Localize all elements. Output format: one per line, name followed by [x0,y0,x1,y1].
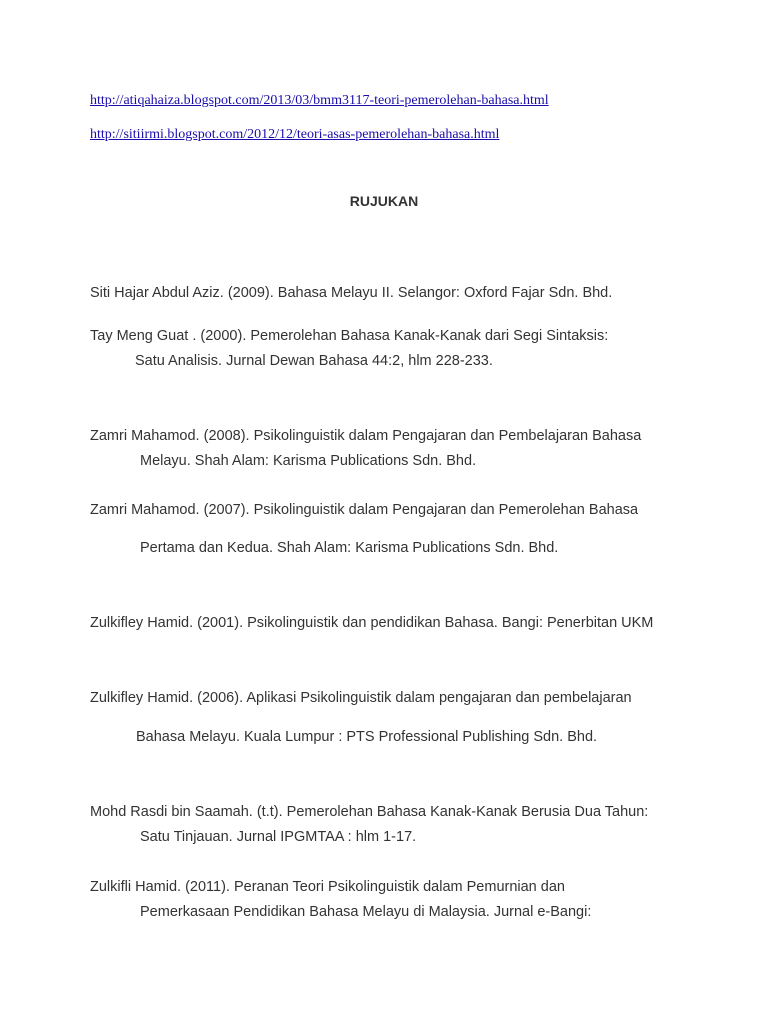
reference-2-line-1: Tay Meng Guat . (2000). Pemerolehan Bahasa Kanak-Kanak dari Segi Sintaksis: [90,328,609,344]
link-atiqahaiza-blog[interactable]: http://atiqahaiza.blogspot.com/2013/03/bmm3117-teori-pemerolehan-bahasa.html [90,93,549,108]
reference-8-line-2: Pemerkasaan Pendidikan Bahasa Melayu di Malaysia. Jurnal e-Bangi: [140,904,592,920]
reference-1-line-1: Siti Hajar Abdul Aziz. (2009). Bahasa Melayu II. Selangor: Oxford Fajar Sdn. Bhd. [90,285,613,301]
reference-6-line-1: Zulkifley Hamid. (2006). Aplikasi Psikolinguistik dalam pengajaran dan pembelajaran [90,690,632,706]
reference-5-line-1: Zulkifley Hamid. (2001). Psikolinguistik dan pendidikan Bahasa. Bangi: Penerbitan UKM [90,615,654,631]
reference-7-line-2: Satu Tinjauan. Jurnal IPGMTAA : hlm 1-17. [140,829,417,845]
reference-7-line-1: Mohd Rasdi bin Saamah. (t.t). Pemerolehan Bahasa Kanak-Kanak Berusia Dua Tahun: [90,804,649,820]
reference-8-line-1: Zulkifli Hamid. (2011). Peranan Teori Psikolinguistik dalam Pemurnian dan [90,879,565,895]
reference-3-line-2: Melayu. Shah Alam: Karisma Publications Sdn. Bhd. [140,453,477,469]
reference-4-line-1: Zamri Mahamod. (2007). Psikolinguistik dalam Pengajaran dan Pemerolehan Bahasa [90,502,639,518]
section-heading: RUJUKAN [349,193,419,209]
link-sitiirmi-blog[interactable]: http://sitiirmi.blogspot.com/2012/12/teori-asas-pemerolehan-bahasa.html [90,127,500,142]
reference-4-line-2: Pertama dan Kedua. Shah Alam: Karisma Publications Sdn. Bhd. [140,540,559,556]
reference-2-line-2: Satu Analisis. Jurnal Dewan Bahasa 44:2, hlm 228-233. [135,353,493,369]
reference-3-line-1: Zamri Mahamod. (2008). Psikolinguistik dalam Pengajaran dan Pembelajaran Bahasa [90,428,642,444]
reference-6-line-2: Bahasa Melayu. Kuala Lumpur : PTS Professional Publishing Sdn. Bhd. [136,729,598,745]
